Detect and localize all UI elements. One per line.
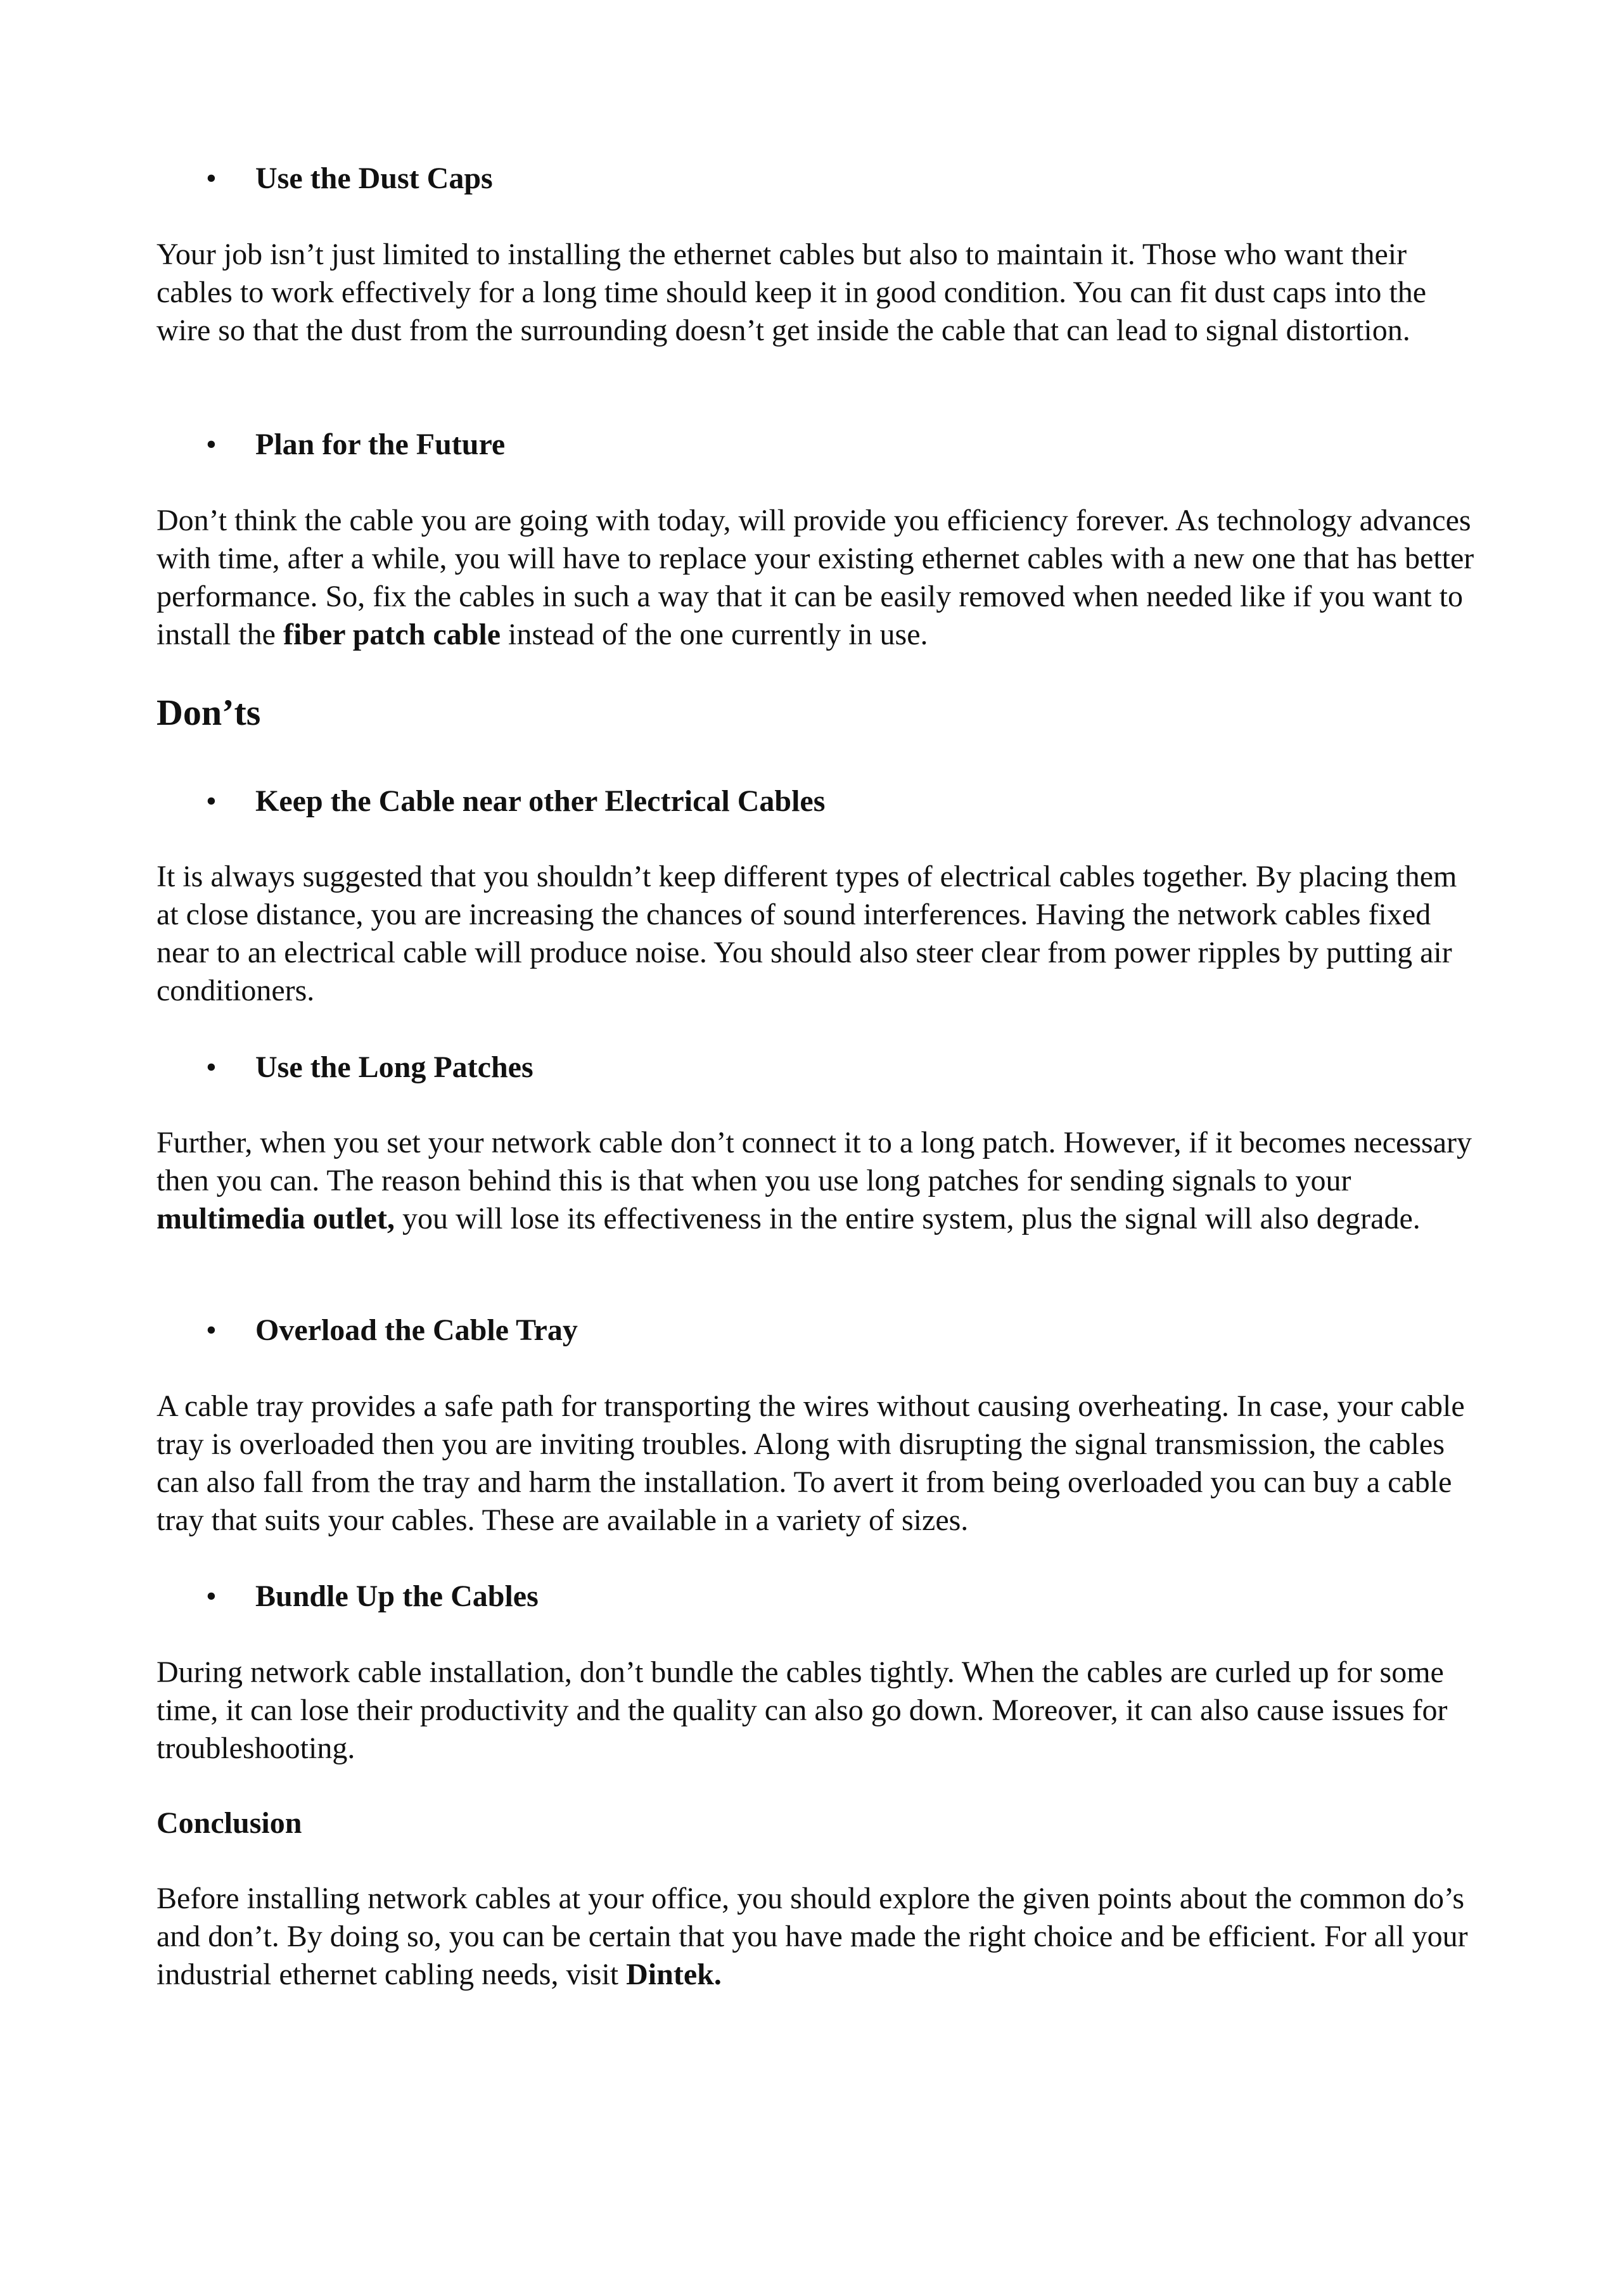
- paragraph-bundle-up: During network cable installation, don’t bundle the cables tightly. When the cables are curled up for some time, it can lose their productivity and the quality can also go down. Moreover, it can also cause issues for troubleshooting.: [156, 1655, 1448, 1765]
- bullet-heading: Use the Long Patches: [255, 1050, 533, 1084]
- paragraph-text: you will lose its effectiveness in the entire system, plus the signal will also degrade.: [394, 1202, 1421, 1235]
- section-heading-conclusion: Conclusion: [156, 1806, 302, 1840]
- bullet-icon: •: [206, 784, 217, 818]
- paragraph-long-patches: [156, 1124, 1481, 1238]
- bullet-long-patches: [156, 1045, 1481, 1090]
- paragraph-text: Don’t think the cable you are going with today, will provide you efficiency forever. As technology advances with time, after a while, you will have to replace your existing ethernet cables with a new one that has better performance. So, fix the cables in such a way that it can be easily removed when needed like if you want to install the: [156, 504, 1474, 651]
- bullet-heading: Plan for the Future: [255, 428, 506, 461]
- bullet-plan-future: [156, 423, 1481, 467]
- section-heading-donts: Don’ts: [156, 692, 261, 733]
- paragraph-dust-caps: Your job isn’t just limited to installing the ethernet cables but also to maintain it. Those who want their cables to work effectively for a long time should keep it in good condition. You can fit dust caps into the wire so that the dust from the surrounding doesn’t get inside the cable that can lead to signal distortion.: [156, 238, 1427, 347]
- paragraph-text: Before installing network cables at your office, you should explore the given points about the common do’s and don’t. By doing so, you can be certain that you have made the right choice and be efficient. For all your industrial ethernet cabling needs, visit: [156, 1882, 1468, 1991]
- paragraph-text: Further, when you set your network cable don’t connect it to a long patch. However, if it becomes necessary then you can. The reason behind this is that when you use long patches for sending signals to your: [156, 1126, 1472, 1197]
- bold-term-multimedia-outlet: multimedia outlet,: [156, 1202, 395, 1235]
- bullet-near-electrical: [156, 779, 1481, 824]
- bullet-bundle-up: [156, 1574, 1481, 1619]
- bullet-icon: •: [206, 1579, 217, 1613]
- bold-term-fiber-patch-cable: fiber patch cable: [283, 618, 501, 651]
- bullet-heading: Use the Dust Caps: [255, 162, 493, 195]
- bullet-heading: Bundle Up the Cables: [255, 1579, 539, 1613]
- bullet-heading: Keep the Cable near other Electrical Cables: [255, 784, 826, 818]
- bullet-icon: •: [206, 1313, 217, 1347]
- bullet-overload-tray: [156, 1308, 1481, 1353]
- paragraph-plan-future: [156, 502, 1481, 654]
- paragraph-text: instead of the one currently in use.: [501, 618, 928, 651]
- paragraph-conclusion: [156, 1880, 1481, 1994]
- bullet-dust-caps: [156, 156, 1481, 201]
- bullet-icon: •: [206, 428, 217, 461]
- bullet-icon: •: [206, 1050, 217, 1084]
- paragraph-overload-tray: A cable tray provides a safe path for transporting the wires without causing overheating. In case, your cable tray is overloaded then you are inviting troubles. Along with disrupting the signal transmission, the cables can also fall from the tray and harm the installation. To avert it from being overloaded you can buy a cable tray that suits your cables. These are available in a variety of sizes.: [156, 1389, 1465, 1537]
- bullet-heading: Overload the Cable Tray: [255, 1313, 578, 1347]
- paragraph-near-electrical: It is always suggested that you shouldn’t keep different types of electrical cables together. By placing them at close distance, you are increasing the chances of sound interferences. Having the network cables fixed near to an electrical cable will produce noise. You should also steer clear from power ripples by putting air conditioners.: [156, 860, 1457, 1007]
- bullet-icon: •: [206, 162, 217, 195]
- bold-term-dintek: Dintek.: [626, 1958, 722, 1991]
